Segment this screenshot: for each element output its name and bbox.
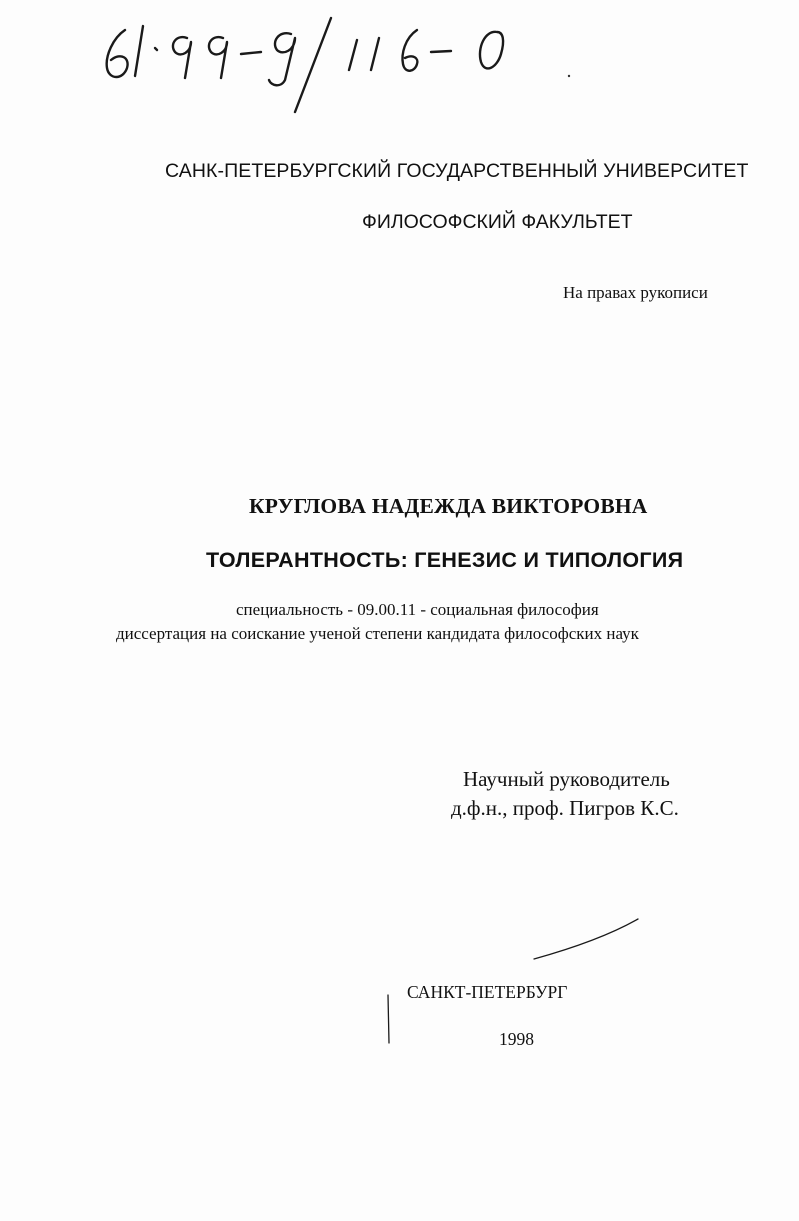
city-name: САНКТ-ПЕТЕРБУРГ	[407, 982, 568, 1002]
signature-line	[530, 915, 642, 970]
manuscript-note: На правах рукописи	[563, 283, 708, 302]
scan-speck	[566, 66, 572, 84]
margin-mark	[382, 993, 394, 1052]
dissertation-title: ТОЛЕРАНТНОСТЬ: ГЕНЕЗИС И ТИПОЛОГИЯ	[206, 548, 684, 572]
supervisor-name: д.ф.н., проф. Пигров К.С.	[451, 796, 679, 820]
handwritten-archive-code	[95, 8, 525, 123]
dissertation-degree-line: диссертация на соискание ученой степени кандидата философских наук	[116, 624, 639, 643]
faculty-name: ФИЛОСОФСКИЙ ФАКУЛЬТЕТ	[362, 211, 633, 233]
supervisor-role: Научный руководитель	[463, 767, 670, 791]
university-name: САНК-ПЕТЕРБУРГСКИЙ ГОСУДАРСТВЕННЫЙ УНИВЕРСИТЕТ	[165, 160, 749, 182]
year: 1998	[499, 1029, 534, 1049]
specialty-line: специальность - 09.00.11 - социальная философия	[236, 600, 599, 619]
author-name: КРУГЛОВА НАДЕЖДА ВИКТОРОВНА	[249, 494, 648, 518]
